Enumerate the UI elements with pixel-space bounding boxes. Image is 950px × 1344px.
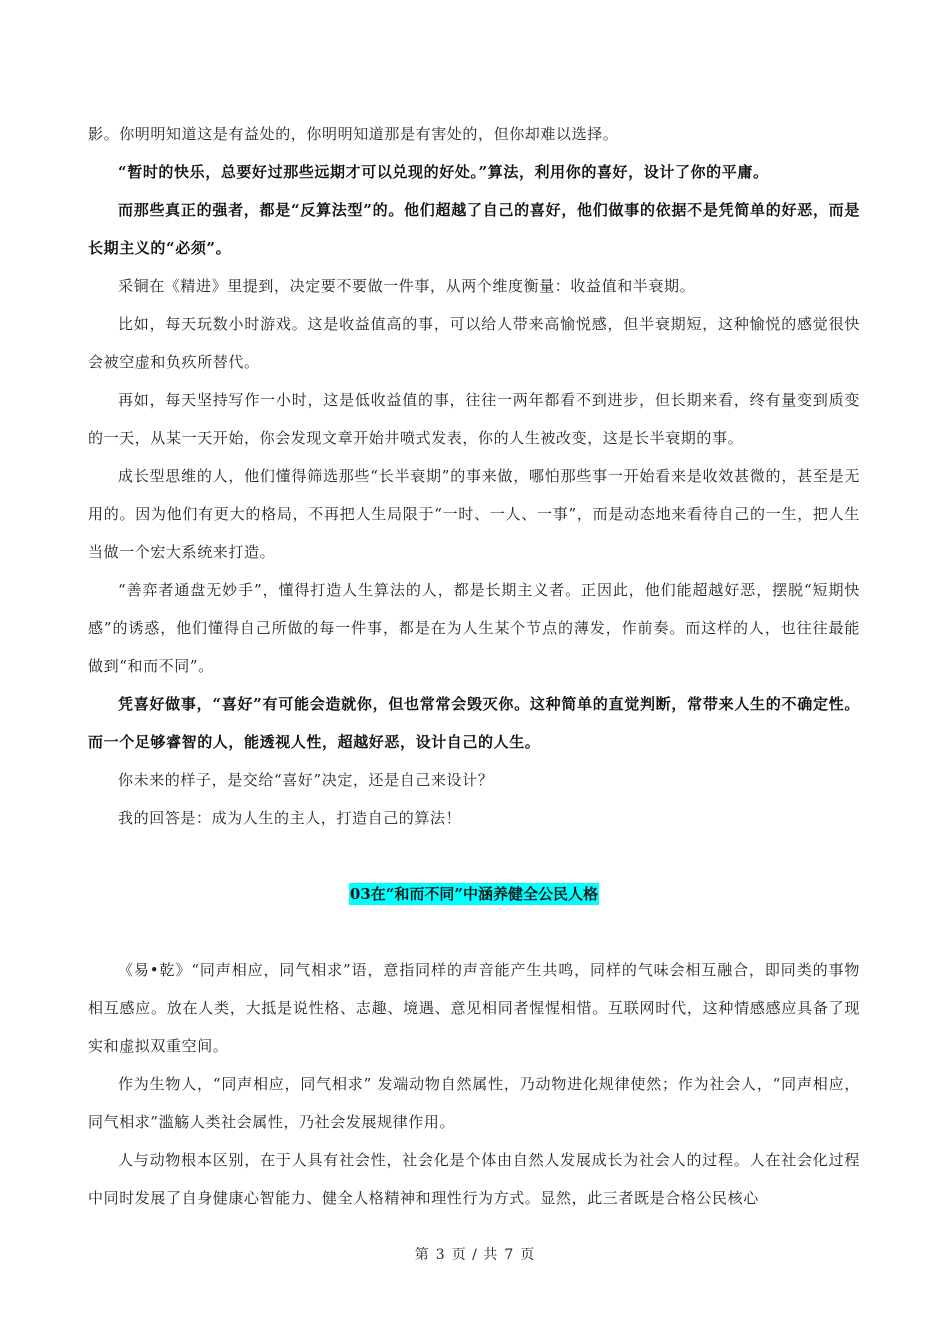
paragraph: 采铜在《精进》里提到，决定要不要做一件事，从两个维度衡量：收益值和半衰期。 [118,277,696,295]
section-heading-wrap [88,875,860,913]
footer-middle: 页 / 共 [451,1247,499,1263]
paragraph-bold: “暂时的快乐，总要好过那些远期才可以兑现的好处。”算法，利用你的喜好，设计了你的平庸。 [118,163,769,181]
paragraph: 你未来的样子，是交给“喜好”决定，还是自己来设计？ [118,771,494,789]
paragraph: 我的回答是：成为人生的主人，打造自己的算法！ [118,809,462,827]
paragraph: 影。你明明知道这是有益处的，你明明知道那是有害处的，但你却难以选择。 [88,125,619,143]
paragraph: 作为生物人，“同声相应，同气相求” 发端动物自然属性，乃动物进化规律使然；作为社会人，“同声相应，同气相求”滥觞人类社会属性，乃社会发展规律作用。 [88,1075,860,1131]
footer-total-pages: 7 [504,1247,515,1263]
paragraph-bold: 凭喜好做事，“喜好”有可能会造就你，但也常常会毁灭你。这种简单的直觉判断，常带来人生的不确定性。而一个足够睿智的人，能透视人性，超越好恶，设计自己的人生。 [88,695,860,751]
paragraph: 《易•乾》“同声相应，同气相求”语，意指同样的声音能产生共鸣，同样的气味会相互融合，即同类的事物相互感应。放在人类，大抵是说性格、志趣、境遇、意见相同者惺惺相惜。互联网时代，这种情感感应具备了现实和虚拟双重空间。 [88,961,860,1055]
footer-page-number: 3 [435,1247,446,1263]
document-body [88,115,860,1217]
footer-suffix: 页 [520,1247,536,1263]
paragraph: 成长型思维的人，他们懂得筛选那些“长半衰期”的事来做，哪怕那些事一开始看来是收效甚微的，甚至是无用的。因为他们有更大的格局，不再把人生局限于“一时、一人、一事”，而是动态地来看待自己的一生，把人生当做一个宏大系统来打造。 [88,467,860,561]
paragraph: 比如，每天玩数小时游戏。这是收益值高的事，可以给人带来高愉悦感，但半衰期短，这种愉悦的感觉很快会被空虚和负疚所替代。 [88,315,860,371]
paragraph-bold: 而那些真正的强者，都是“反算法型”的。他们超越了自己的喜好，他们做事的依据不是凭简单的好恶，而是长期主义的“必须”。 [88,201,860,257]
footer-prefix: 第 [414,1247,430,1263]
paragraph: 人与动物根本区别，在于人具有社会性，社会化是个体由自然人发展成长为社会人的过程。人在社会化过程中同时发展了自身健康心智能力、健全人格精神和理性行为方式。显然，此三者既是合格公民核心 [88,1151,860,1207]
paragraph: 再如，每天坚持写作一小时，这是低收益值的事，往往一两年都看不到进步，但长期来看，终有量变到质变的一天，从某一天开始，你会发现文章开始井喷式发表，你的人生被改变，这是长半衰期的事。 [88,391,860,447]
paragraph: “善弈者通盘无妙手”，懂得打造人生算法的人，都是长期主义者。正因此，他们能超越好恶，摆脱“短期快感”的诱惑，他们懂得自己所做的每一件事，都是在为人生某个节点的薄发，作前奏。而这样的人，也往往最能做到“和而不同”。 [88,581,860,675]
section-heading: 03在“和而不同”中涵养健全公民人格 [349,885,599,903]
page-footer [0,1245,950,1265]
